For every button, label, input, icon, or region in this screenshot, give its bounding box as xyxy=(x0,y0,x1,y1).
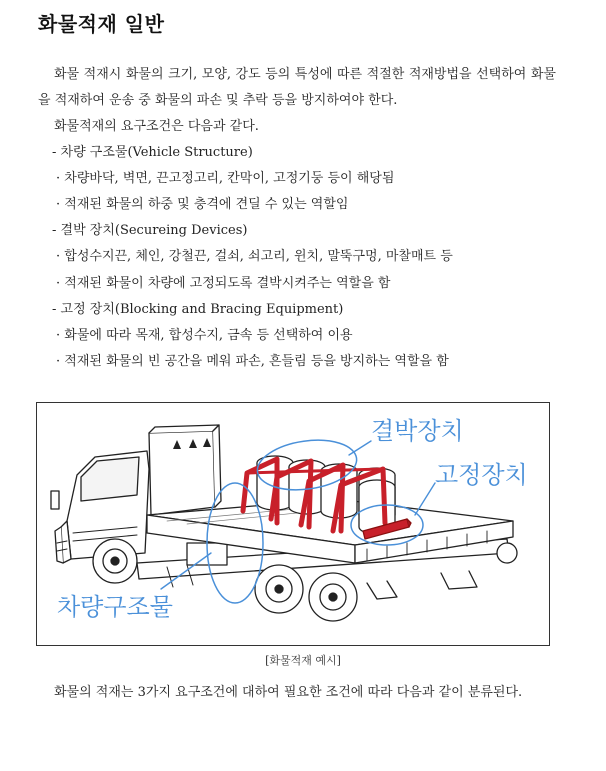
page-title: 화물적재 일반 xyxy=(38,12,165,36)
intro-paragraph: 화물 적재시 화물의 크기, 모양, 강도 등의 특성에 따른 적절한 적재방법을 선택하여 화물을 적재하여 운송 중 화물의 파손 및 추락 등을 방지하여야 한다. xyxy=(38,67,556,108)
label-vehicle-structure: 차량구조물 xyxy=(57,593,173,621)
list-item: · 적재된 화물의 빈 공간을 메워 파손, 흔들림 등을 방지하는 역할을 함 xyxy=(56,353,449,369)
label-blocking-equipment: 고정장치 xyxy=(435,461,528,489)
cargo-loading-figure xyxy=(36,402,550,646)
list-item: · 적재된 화물의 하중 및 충격에 견딜 수 있는 역할임 xyxy=(56,197,349,213)
truck-illustration xyxy=(37,403,549,645)
list-heading-blocking-bracing: - 고정 장치(Blocking and Bracing Equipment) xyxy=(52,301,344,317)
closing-paragraph: 화물의 적재는 3가지 요구조건에 대하여 필요한 조건에 따라 다음과 같이 분류된다. xyxy=(54,685,523,700)
list-item: · 화물에 따라 목재, 합성수지, 금속 등 선택하여 이용 xyxy=(56,327,353,343)
label-securing-devices: 결박장치 xyxy=(371,417,464,445)
requirements-list xyxy=(38,114,453,375)
list-item: · 차량바닥, 벽면, 끈고정고리, 칸막이, 고정기둥 등이 해당됨 xyxy=(56,171,395,187)
list-item: · 합성수지끈, 체인, 강철끈, 걸쇠, 쇠고리, 윈치, 말뚝구멍, 마찰매트 등 xyxy=(56,249,453,265)
list-heading-vehicle-structure: - 차량 구조물(Vehicle Structure) xyxy=(52,145,253,161)
truck-headboard xyxy=(149,425,221,515)
list-intro-line: 화물적재의 요구조건은 다음과 같다. xyxy=(54,119,259,134)
list-item: · 적재된 화물이 차량에 고정되도록 결박시켜주는 역할을 함 xyxy=(56,275,391,291)
figure-caption: [화물적재 예시] xyxy=(265,654,341,667)
list-heading-securing-devices: - 결박 장치(Secureing Devices) xyxy=(52,223,248,239)
